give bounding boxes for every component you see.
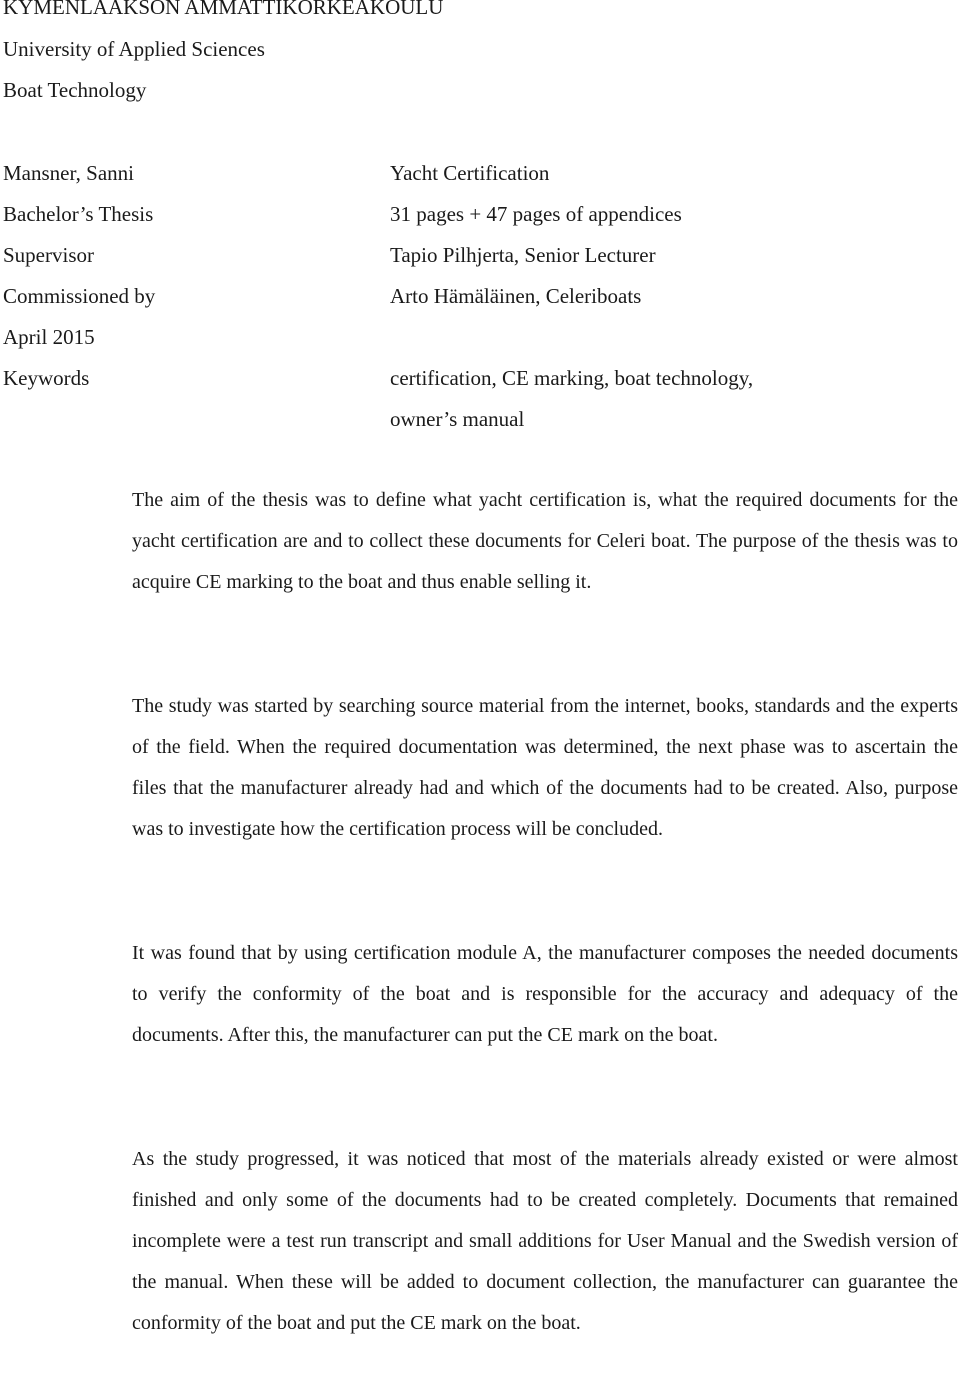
keywords-label: Keywords: [3, 366, 90, 390]
commissioned-value: Arto Hämäläinen, Celeriboats: [390, 284, 642, 308]
institution-name: KYMENLAAKSON AMMATTIKORKEAKOULU: [3, 0, 444, 19]
author-name: Mansner, Sanni: [3, 161, 134, 185]
commissioned-label: Commissioned by: [3, 284, 156, 308]
degree-label: Bachelor’s Thesis: [3, 202, 154, 226]
supervisor-label: Supervisor: [3, 243, 94, 267]
keywords-value: certification, CE marking, boat technology,: [390, 366, 754, 390]
page-count: 31 pages + 47 pages of appendices: [390, 202, 682, 226]
abstract-paragraph-1: The aim of the thesis was to define what yacht certification is, what the required documents for the yacht certification are and to collect these documents for Celeri boat. The purpose of the thesis was to acquire CE marking to the boat and thus enable selling it.: [132, 489, 958, 593]
supervisor-value: Tapio Pilhjerta, Senior Lecturer: [390, 243, 656, 267]
abstract-paragraph-4: As the study progressed, it was noticed that most of the materials already existed or were almost finished and only some of the documents had to be created completely. Documents that remained incomplete were a test run transcript and small additions for User Manual and the Swedish version of the manual. When these will be added to document collection, the manufacturer can guarantee the conformity of the boat and put the CE mark on the boat.: [132, 1148, 958, 1334]
date-label: April 2015: [3, 325, 95, 349]
keywords-value-continued: owner’s manual: [390, 407, 525, 431]
institution-subtitle: University of Applied Sciences: [3, 37, 265, 61]
abstract-paragraph-2: The study was started by searching source material from the internet, books, standards and the experts of the field. When the required documentation was determined, the next phase was to ascertain the files that the manufacturer already had and which of the documents had to be created. Also, purpose was to investigate how the certification process will be concluded.: [132, 695, 958, 840]
abstract-paragraph-3: It was found that by using certification module A, the manufacturer composes the needed documents to verify the conformity of the boat and is responsible for the accuracy and adequacy of the documents. After this, the manufacturer can put the CE mark on the boat.: [132, 942, 958, 1046]
program-name: Boat Technology: [3, 78, 147, 102]
thesis-title: Yacht Certification: [390, 161, 550, 185]
